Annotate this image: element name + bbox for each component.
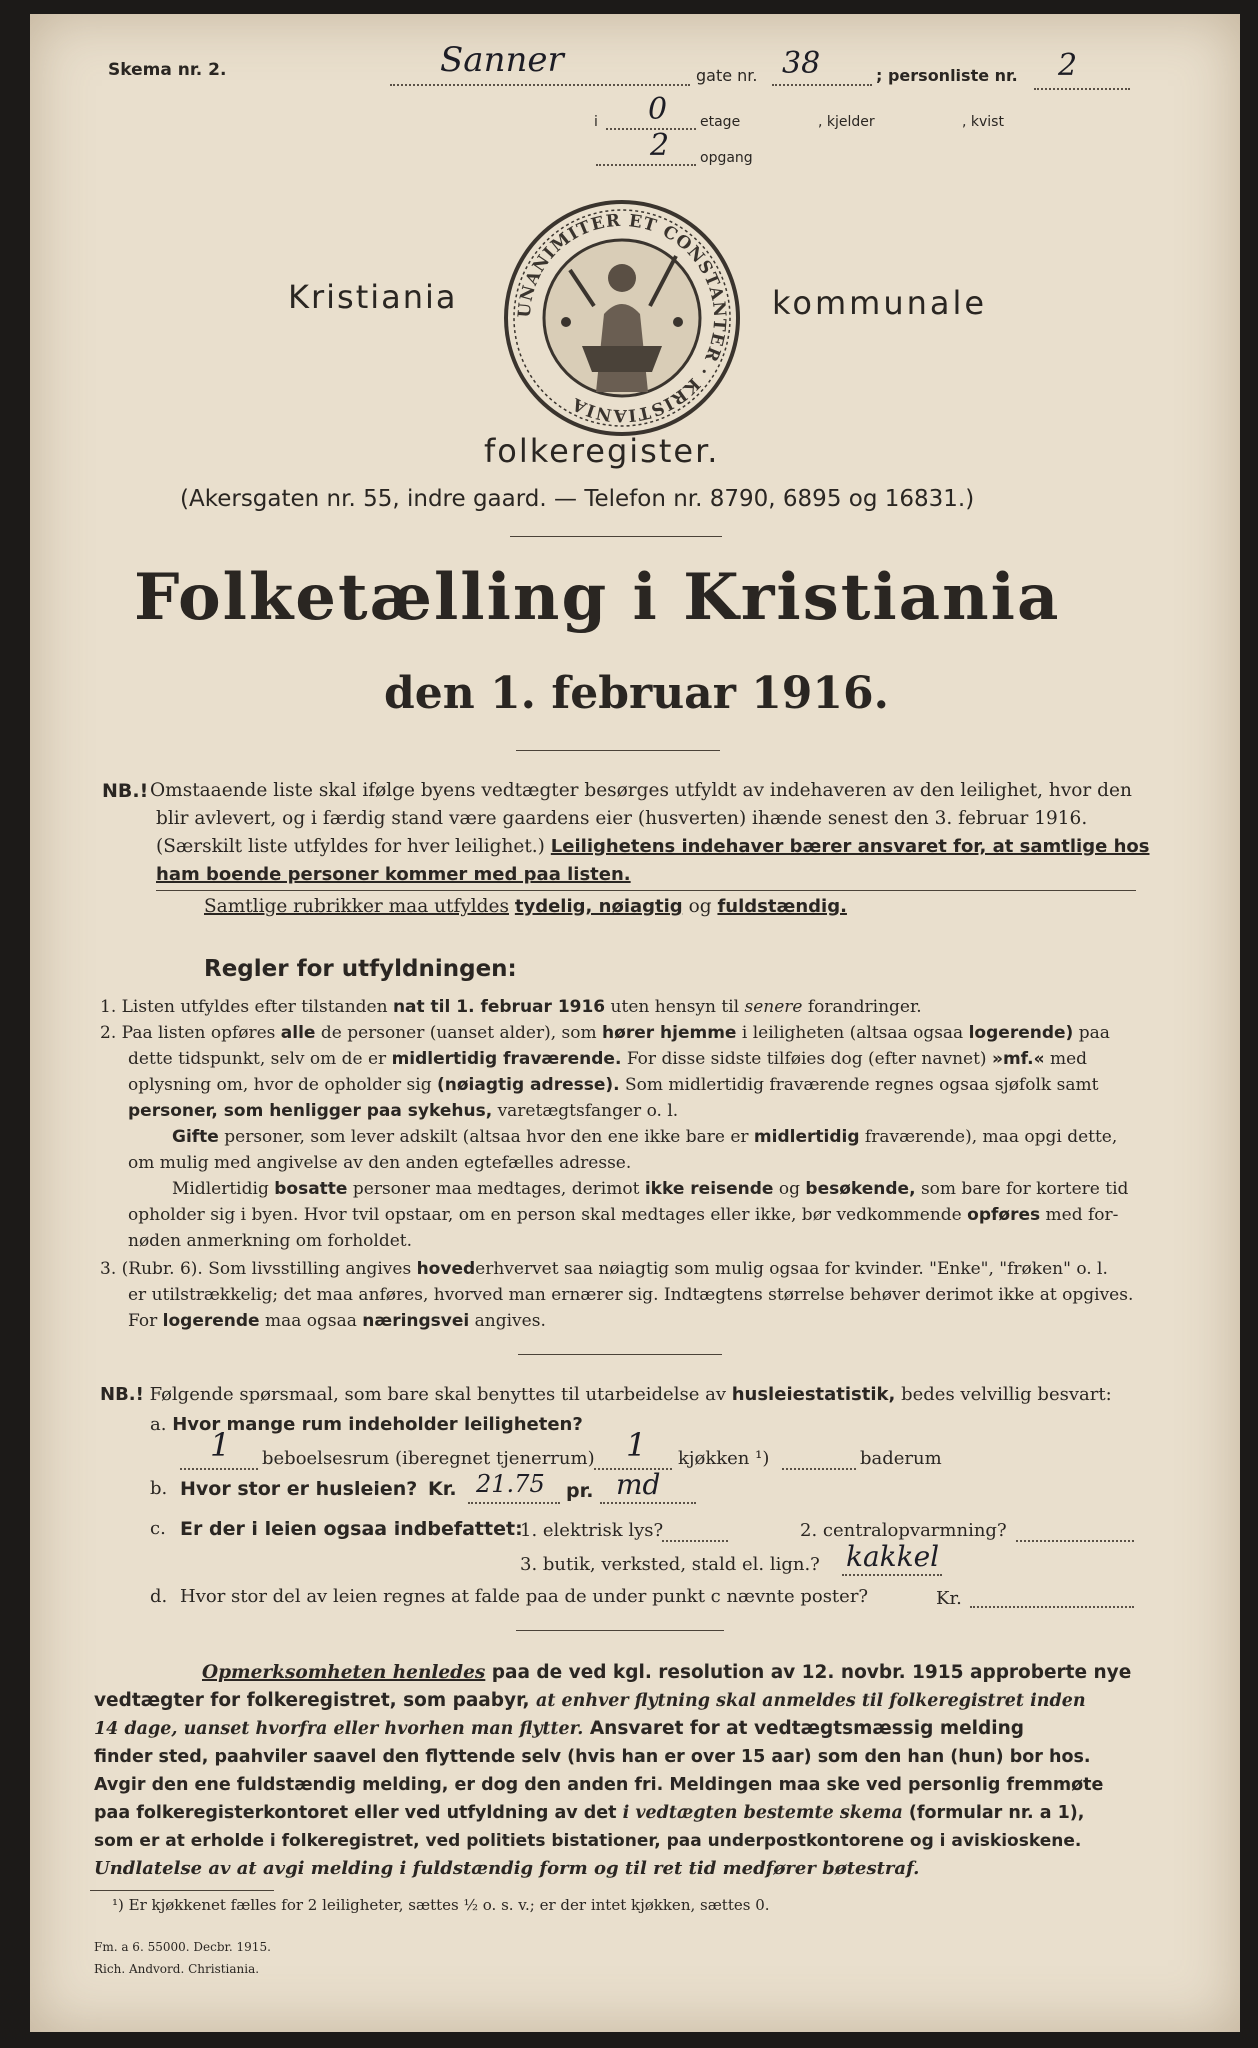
question-d: Hvor stor del av leien regnes at falde paa de under punkt c nævnte poster?	[180, 1586, 869, 1607]
underline	[156, 890, 1136, 891]
divider	[518, 1354, 722, 1355]
kitchen-label: kjøkken ¹)	[678, 1448, 770, 1469]
kr-label: Kr.	[428, 1478, 457, 1500]
personliste-label: ; personliste nr.	[876, 66, 1018, 85]
c3-label: 3. butik, verksted, stald el. lign.?	[520, 1554, 820, 1575]
notice-line-3: 14 dage, uanset hvorfra eller hvorhen man flytter. Ansvaret for at vedtægtsmæssig melding	[94, 1718, 1024, 1739]
rule-2-line-8: opholder sig i byen. Hvor tvil opstaar, om en person skal medtages eller ikke, bør vedkommende opføres med for-	[128, 1205, 1119, 1225]
pr-value: md	[616, 1468, 661, 1501]
rule-3-line-2: er utilstrækkelig; det maa anføres, hvorved man ernærer sig. Indtægtens størrelse behøver derimot ikke at opgives.	[128, 1285, 1134, 1305]
opgang-label: opgang	[700, 150, 753, 166]
nb-line-1: Omstaaende liste skal ifølge byens vedtægter besørges utfyldt av indehaveren av den leilighet, hvor den	[150, 780, 1132, 801]
d-kr-label: Kr.	[936, 1588, 962, 1609]
folkeregister-word: folkeregister.	[484, 432, 720, 470]
census-date: den 1. februar 1916.	[384, 668, 889, 719]
question-b-label: b.	[150, 1478, 168, 1499]
notice-line-7: som er at erholde i folkeregistret, ved politiets bistationer, paa underpostkontorene og i aviskioskene.	[94, 1831, 1082, 1851]
rule-3-line-3: For logerende maa ogsaa næringsvei angives.	[128, 1311, 546, 1331]
c2-label: 2. centralopvarmning?	[800, 1520, 1007, 1541]
street-line	[390, 84, 690, 86]
kommunale-word: kommunale	[772, 284, 988, 322]
rule-3-line-1: 3. (Rubr. 6). Som livsstilling angives hovederhvervet saa nøiagtig som mulig ogsaa for kvinder. "Enke", "frøken" o. l.	[100, 1259, 1108, 1279]
c3-value: kakkel	[846, 1540, 940, 1573]
notice-line-4: finder sted, paahviler saavel den flyttende selv (hvis han er over 15 aar) som den han (hun) bor hos.	[94, 1747, 1091, 1767]
notice-line-8: Undlatelse av at avgi melding i fuldstændig form og til ret tid medfører bøtestraf.	[94, 1858, 920, 1879]
opgang-line	[596, 164, 696, 166]
etage-value: 0	[648, 92, 668, 127]
nb-line-2: blir avlevert, og i færdig stand være gaardens eier (husverten) ihænde senest den 3. februar 1916.	[156, 808, 1088, 829]
etage-label: etage	[700, 114, 741, 130]
bath-line	[782, 1468, 856, 1470]
printer-line-1: Fm. a 6. 55000. Decbr. 1915.	[94, 1940, 271, 1954]
nb-label: NB.!	[102, 780, 149, 802]
c2-line	[1016, 1540, 1134, 1542]
kitchen-value: 1	[626, 1426, 647, 1464]
notice-line-1: Opmerksomheten henledes paa de ved kgl. resolution av 12. novbr. 1915 approberte nye	[202, 1662, 1132, 1683]
divider	[516, 750, 720, 751]
question-a: a. Hvor mange rum indeholder leiligheten?	[150, 1414, 583, 1435]
rule-2-line-2: dette tidspunkt, selv om de er midlertidig fraværende. For disse sidste tilføies dog (efter navnet) »mf.« med	[128, 1049, 1088, 1069]
skema-number: Skema nr. 2.	[108, 60, 227, 80]
nb2-intro: NB.! Følgende spørsmaal, som bare skal benyttes til utarbeidelse av husleiestatistik, bedes velvillig besvart:	[100, 1384, 1112, 1405]
notice-line-6: paa folkeregisterkontoret eller ved utfyldning av det i vedtægten bestemte skema (formular nr. a 1),	[94, 1803, 1085, 1823]
question-b: Hvor stor er husleien?	[180, 1478, 418, 1500]
gate-number: 38	[782, 46, 821, 81]
bath-label: baderum	[860, 1448, 942, 1469]
question-c-label: c.	[150, 1518, 166, 1539]
divider	[516, 1630, 724, 1631]
pr-label: pr.	[566, 1480, 594, 1502]
rules-heading: Regler for utfyldningen:	[204, 956, 517, 982]
i-label: i	[594, 114, 598, 130]
street-handwritten: Sanner	[440, 40, 564, 80]
d-kr-line	[970, 1606, 1134, 1608]
notice-line-5: Avgir den ene fuldstændig melding, er dog den anden fri. Meldingen maa ske ved personlig fremmøte	[94, 1775, 1104, 1795]
rule-2-line-9: nøden anmerkning om forholdet.	[128, 1231, 413, 1251]
c1-line	[662, 1540, 728, 1542]
rule-2-line-3: oplysning om, hvor de opholder sig (nøiagtig adresse). Som midlertidig fraværende regnes ogsaa sjøfolk samt	[128, 1075, 1099, 1095]
nb-line-3: (Særskilt liste utfyldes for hver leilighet.) Leilighetens indehaver bærer ansvaret for, at samtlige hos	[156, 836, 1150, 857]
divider	[510, 536, 722, 537]
rule-2-line-4: personer, som henligger paa sykehus, varetægtsfanger o. l.	[128, 1101, 679, 1121]
opgang-value: 2	[650, 128, 670, 163]
footnote: ¹) Er kjøkkenet fælles for 2 leiligheter, sættes ½ o. s. v.; er der intet kjøkken, sættes 0.	[112, 1896, 770, 1914]
question-c: Er der i leien ogsaa indbefattet:	[180, 1518, 523, 1540]
printer-line-2: Rich. Andvord. Christiania.	[94, 1962, 260, 1976]
rule-1: 1. Listen utfyldes efter tilstanden nat til 1. februar 1916 uten hensyn til senere forandringer.	[100, 997, 922, 1017]
question-d-label: d.	[150, 1586, 168, 1607]
city-seal-icon	[500, 196, 744, 440]
rent-line	[468, 1502, 560, 1504]
gate-label: gate nr.	[696, 66, 758, 85]
c1-label: 1. elektrisk lys?	[520, 1520, 664, 1541]
form-title: Folketælling i Kristiania	[134, 560, 1061, 635]
rule-2-line-6: om mulig med angivelse av den anden egtefælles adresse.	[128, 1153, 632, 1173]
kvist-label: , kvist	[962, 114, 1004, 130]
notice-line-2: vedtægter for folkeregistret, som paabyr, at enhver flytning skal anmeldes til folkeregistret inden	[94, 1690, 1086, 1711]
kristiania-word: Kristiania	[288, 278, 458, 316]
rule-2-line-7: Midlertidig bosatte personer maa medtages, derimot ikke reisende og besøkende, som bare for kortere tid	[172, 1179, 1129, 1199]
svg-text:UNANIMITER ET CONSTANTER · KRI: UNANIMITER ET CONSTANTER · KRISTIANIA	[514, 210, 730, 426]
rooms-value: 1	[210, 1426, 231, 1464]
rule-2-line-1: 2. Paa listen opføres alle de personer (uanset alder), som hører hjemme i leiligheten (altsaa ogsaa logerende) paa	[100, 1023, 1110, 1043]
nb-line-5: Samtlige rubrikker maa utfyldes tydelig, nøiagtig og fuldstændig.	[204, 896, 847, 917]
rent-value: 21.75	[476, 1470, 545, 1498]
rooms-label: beboelsesrum (iberegnet tjenerrum)	[262, 1448, 595, 1469]
pr-line	[600, 1502, 696, 1504]
personliste-line	[1034, 88, 1130, 90]
gate-line	[772, 84, 872, 86]
footnote-divider	[90, 1890, 274, 1891]
nb-line-4: ham boende personer kommer med paa listen.	[156, 864, 631, 885]
c3-line	[842, 1574, 942, 1576]
personliste-number: 2	[1058, 48, 1078, 83]
kjelder-label: , kjelder	[818, 114, 875, 130]
office-address: (Akersgaten nr. 55, indre gaard. — Telefon nr. 8790, 6895 og 16831.)	[180, 486, 975, 512]
rule-2-line-5: Gifte personer, som lever adskilt (altsaa hvor den ene ikke bare er midlertidig fraværende), maa opgi dette,	[172, 1127, 1118, 1147]
rooms-line	[180, 1468, 258, 1470]
